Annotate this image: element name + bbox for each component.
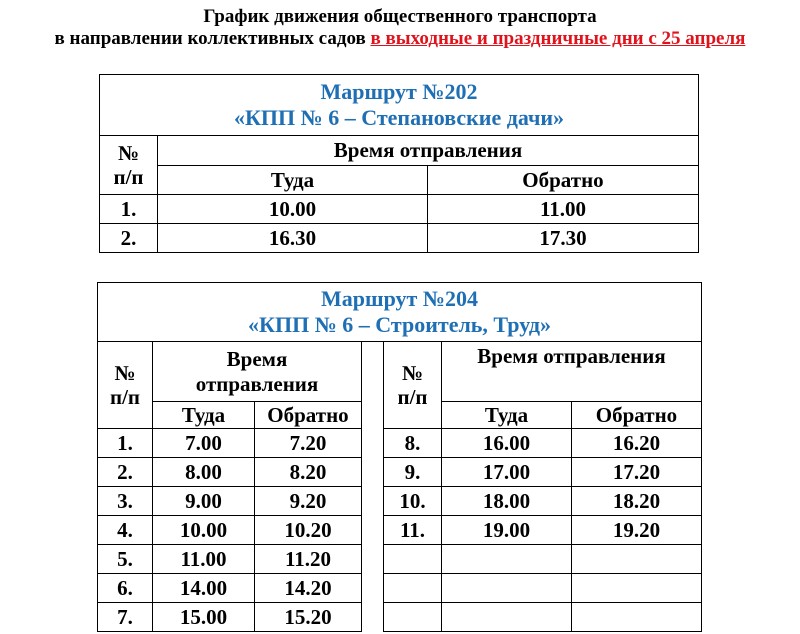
row-number: 2. <box>98 458 153 487</box>
row-number <box>384 603 442 632</box>
back-time: 10.20 <box>255 516 362 545</box>
back-time: 11.20 <box>255 545 362 574</box>
there-time: 10.00 <box>153 516 255 545</box>
there-time: 15.00 <box>153 603 255 632</box>
table-row <box>98 574 702 603</box>
title-line-2-red: в выходные и праздничные дни с 25 апреля <box>370 28 746 49</box>
route-202-departure-header: Время отправления <box>158 136 699 166</box>
route-202-back-header: Обратно <box>428 166 699 195</box>
there-time: 10.00 <box>158 195 428 224</box>
back-time: 14.20 <box>255 574 362 603</box>
title-line-1: График движения общественного транспорта <box>203 6 597 27</box>
route-204-left-num-header: № п/п <box>98 342 153 429</box>
route-204-left-back-header: Обратно <box>255 402 362 429</box>
there-time <box>442 603 572 632</box>
route-204-right-departure-header: Время отправления <box>442 342 702 402</box>
row-number: 1. <box>98 429 153 458</box>
route-204-right-num-header: № п/п <box>384 342 442 429</box>
there-time: 17.00 <box>442 458 572 487</box>
row-number: 11. <box>384 516 442 545</box>
there-time: 11.00 <box>153 545 255 574</box>
route-204-left-departure-header: Время отправления <box>153 342 362 402</box>
there-time: 16.00 <box>442 429 572 458</box>
back-time: 11.00 <box>428 195 699 224</box>
table-row <box>98 487 702 516</box>
route-202-there-header: Туда <box>158 166 428 195</box>
title-line-2-black: в направлении коллективных садов <box>54 28 366 49</box>
table-row <box>100 195 699 224</box>
route-204-table <box>97 282 702 632</box>
column-gap <box>362 342 384 632</box>
route-204-subtitle: «КПП № 6 – Строитель, Труд» <box>248 312 551 337</box>
route-204-left-there-header: Туда <box>153 402 255 429</box>
route-204-title-cell <box>98 283 702 342</box>
table-row <box>98 603 702 632</box>
there-time <box>442 574 572 603</box>
there-time: 19.00 <box>442 516 572 545</box>
route-202-subtitle: «КПП № 6 – Степановские дачи» <box>233 105 565 130</box>
title-line-2 <box>0 28 800 50</box>
back-time: 15.20 <box>255 603 362 632</box>
route-202-table <box>99 74 699 253</box>
row-number: 10. <box>384 487 442 516</box>
route-202-title-cell <box>100 75 699 136</box>
there-time: 9.00 <box>153 487 255 516</box>
table-row <box>100 224 699 253</box>
back-time <box>572 603 702 632</box>
back-time: 17.20 <box>572 458 702 487</box>
table-row <box>98 458 702 487</box>
back-time: 16.20 <box>572 429 702 458</box>
back-time: 9.20 <box>255 487 362 516</box>
row-number <box>384 574 442 603</box>
document-title <box>0 6 800 50</box>
row-number: 3. <box>98 487 153 516</box>
route-204-right-there-header: Туда <box>442 402 572 429</box>
row-number: 8. <box>384 429 442 458</box>
row-number: 7. <box>98 603 153 632</box>
route-204-title: Маршрут №204 <box>321 286 478 311</box>
row-number: 2. <box>100 224 158 253</box>
back-time <box>572 545 702 574</box>
row-number: 9. <box>384 458 442 487</box>
there-time: 7.00 <box>153 429 255 458</box>
there-time <box>442 545 572 574</box>
back-time: 8.20 <box>255 458 362 487</box>
route-202-title: Маршрут №202 <box>320 79 478 104</box>
row-number <box>384 545 442 574</box>
there-time: 8.00 <box>153 458 255 487</box>
route-202-num-header: № п/п <box>100 136 158 195</box>
there-time: 16.30 <box>158 224 428 253</box>
there-time: 18.00 <box>442 487 572 516</box>
row-number: 5. <box>98 545 153 574</box>
there-time: 14.00 <box>153 574 255 603</box>
back-time: 7.20 <box>255 429 362 458</box>
row-number: 6. <box>98 574 153 603</box>
row-number: 4. <box>98 516 153 545</box>
table-row <box>98 545 702 574</box>
row-number: 1. <box>100 195 158 224</box>
back-time: 17.30 <box>428 224 699 253</box>
back-time <box>572 574 702 603</box>
back-time: 19.20 <box>572 516 702 545</box>
route-204-right-back-header: Обратно <box>572 402 702 429</box>
table-row <box>98 516 702 545</box>
back-time: 18.20 <box>572 487 702 516</box>
table-row <box>98 429 702 458</box>
